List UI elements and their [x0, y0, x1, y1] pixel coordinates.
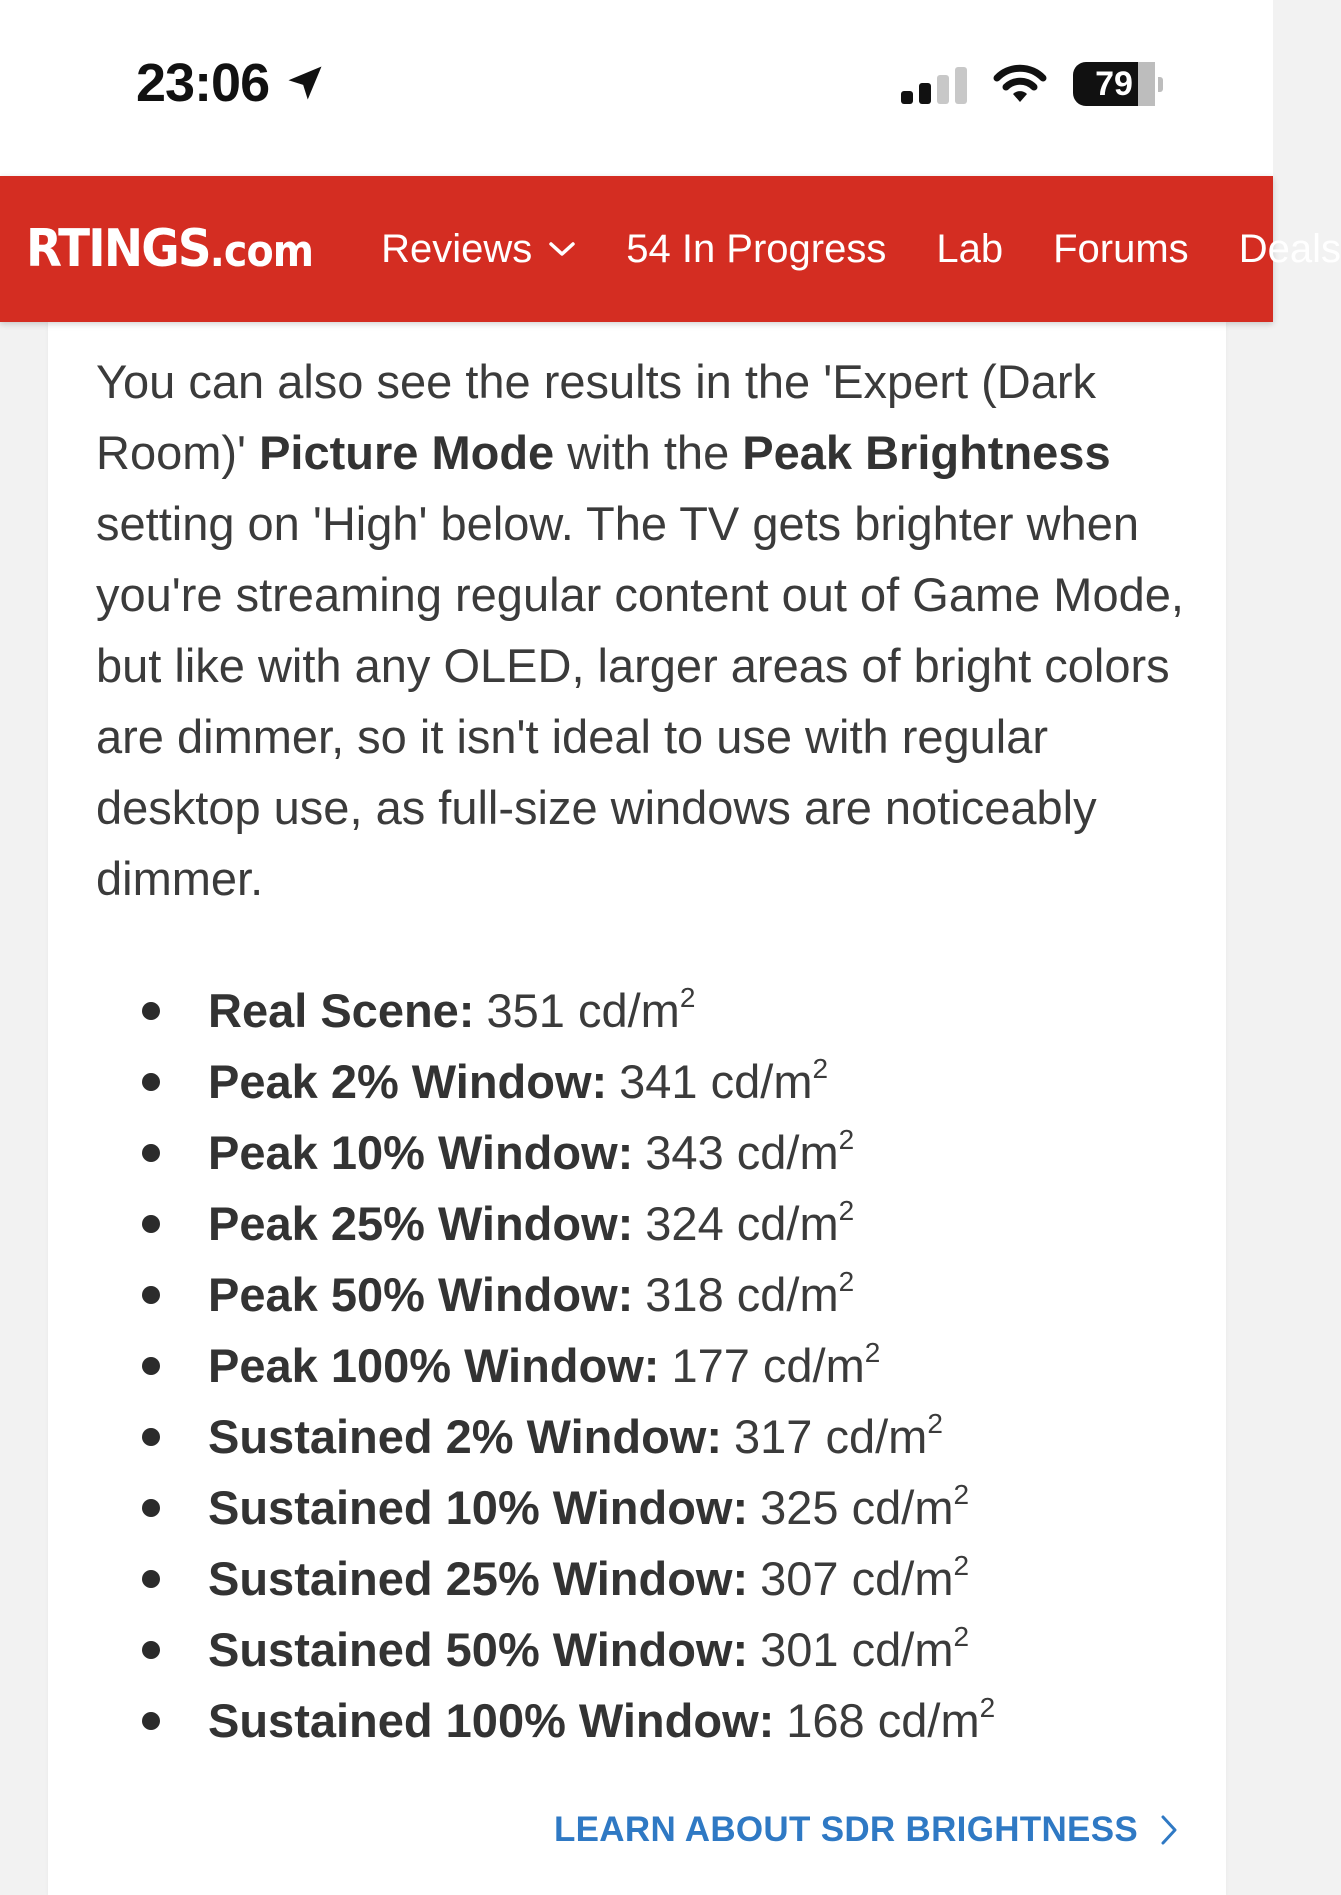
measurement-label: Sustained 2% Window:: [208, 1410, 722, 1463]
measurement-value: [671, 1338, 880, 1393]
bullet-dot: [142, 1499, 160, 1517]
bullet-dot: [142, 1570, 160, 1588]
nav-in-progress-label: 54 In Progress: [626, 226, 887, 271]
measurement-unit: cd/m: [577, 984, 680, 1037]
measurement-number: 341: [619, 1055, 698, 1108]
measurement-label: Real Scene:: [208, 984, 475, 1037]
clock: [136, 52, 327, 114]
picture-mode-term: Picture Mode: [259, 426, 555, 479]
measurement-number: 318: [645, 1268, 724, 1321]
learn-link-label: LEARN ABOUT SDR BRIGHTNESS: [553, 1810, 1138, 1849]
measurement-unit-exponent: 2: [838, 1266, 855, 1297]
measurement-unit-exponent: 2: [838, 1124, 855, 1155]
chevron-right-icon: [1160, 1814, 1178, 1846]
measurement-label: Peak 10% Window:: [208, 1126, 634, 1179]
measurement-unit: cd/m: [736, 1268, 839, 1321]
measurement-number: 317: [734, 1410, 813, 1463]
nav-reviews-label: Reviews: [381, 226, 533, 271]
bullet-dot: [142, 1712, 160, 1730]
measurement-label: Peak 100% Window:: [208, 1339, 660, 1392]
nav-forums-label: Forums: [1053, 226, 1189, 271]
bullet-dot: [142, 1428, 160, 1446]
nav-lab[interactable]: [936, 227, 1003, 272]
measurement-unit-exponent: 2: [953, 1621, 970, 1652]
peak-brightness-term: Peak Brightness: [742, 426, 1111, 479]
bullet-dot: [142, 1641, 160, 1659]
measurement-value: [760, 1551, 969, 1606]
chevron-down-icon: [548, 239, 576, 259]
measurement-unit: cd/m: [851, 1623, 954, 1676]
status-icons: [901, 62, 1163, 106]
nav-reviews-dropdown[interactable]: [381, 227, 576, 272]
measurement-unit-exponent: 2: [864, 1337, 881, 1368]
nav-links: [341, 227, 1341, 272]
bullet-dot: [142, 1144, 160, 1162]
measurement-number: 168: [786, 1694, 865, 1747]
measurement-label: Sustained 50% Window:: [208, 1623, 749, 1676]
measurement-unit-exponent: 2: [679, 982, 696, 1013]
measurement-unit-exponent: 2: [927, 1408, 943, 1439]
measurement-unit: cd/m: [851, 1481, 954, 1534]
nav-forums[interactable]: [1053, 227, 1189, 272]
cellular-signal-icon: [901, 64, 967, 104]
battery-percent: 79: [1095, 64, 1133, 103]
measurement-value: [786, 1693, 995, 1748]
measurement-value: [645, 1267, 854, 1322]
bullet-dot: [142, 1215, 160, 1233]
location-arrow-icon: [283, 61, 327, 105]
measurement-item: [96, 1614, 995, 1685]
measurement-value: [486, 983, 695, 1038]
measurement-item: [96, 1046, 995, 1117]
measurement-item: [96, 975, 995, 1046]
nav-deals[interactable]: [1239, 227, 1341, 272]
measurement-unit: cd/m: [710, 1055, 813, 1108]
measurement-item: [96, 1685, 995, 1756]
measurement-label: Sustained 10% Window:: [208, 1481, 749, 1534]
logo-suffix: .com: [209, 226, 314, 277]
paragraph-text-2: with the: [554, 426, 743, 479]
measurement-number: 307: [760, 1552, 839, 1605]
bullet-dot: [142, 1357, 160, 1375]
measurement-value: [760, 1622, 969, 1677]
measurement-unit-exponent: 2: [812, 1053, 829, 1084]
article-paragraph: [96, 346, 1196, 914]
measurement-value: [645, 1125, 854, 1180]
measurement-unit: cd/m: [877, 1694, 980, 1747]
logo-main: RTINGS: [26, 219, 210, 279]
measurement-unit: cd/m: [825, 1410, 928, 1463]
measurement-item: [96, 1472, 995, 1543]
measurement-label: Peak 2% Window:: [208, 1055, 608, 1108]
nav-in-progress[interactable]: [626, 227, 886, 272]
measurement-unit-exponent: 2: [979, 1692, 996, 1723]
measurement-item: [96, 1188, 995, 1259]
bullet-dot: [142, 1073, 160, 1091]
measurement-label: Peak 50% Window:: [208, 1268, 634, 1321]
bullet-dot: [142, 1286, 160, 1304]
measurement-number: 324: [645, 1197, 724, 1250]
nav-deals-label: Deals: [1238, 226, 1341, 271]
clock-time: 23:06: [136, 53, 270, 113]
measurement-number: 343: [645, 1126, 724, 1179]
brightness-measurements-list: [96, 975, 995, 1756]
measurement-item: [96, 1330, 995, 1401]
measurement-item: [96, 1543, 995, 1614]
site-navbar: [0, 176, 1341, 322]
bullet-dot: [142, 1002, 160, 1020]
measurement-number: 301: [760, 1623, 839, 1676]
nav-lab-label: Lab: [936, 226, 1004, 271]
wifi-icon: [991, 62, 1049, 106]
measurement-value: [760, 1480, 969, 1535]
measurement-number: 351: [486, 984, 565, 1037]
measurement-value: [619, 1054, 828, 1109]
battery-level: [1073, 62, 1155, 106]
measurement-number: 177: [671, 1339, 750, 1392]
battery-icon: [1073, 62, 1163, 106]
battery-tip: [1158, 77, 1163, 92]
measurement-unit-exponent: 2: [953, 1479, 970, 1510]
measurement-number: 325: [760, 1481, 839, 1534]
learn-about-sdr-brightness-link[interactable]: [554, 1810, 1178, 1850]
measurement-unit: cd/m: [762, 1339, 865, 1392]
measurement-label: Sustained 100% Window:: [208, 1694, 775, 1747]
measurement-unit-exponent: 2: [953, 1550, 970, 1581]
measurement-label: Sustained 25% Window:: [208, 1552, 749, 1605]
measurement-item: [96, 1117, 995, 1188]
measurement-unit-exponent: 2: [838, 1195, 855, 1226]
measurement-unit: cd/m: [851, 1552, 954, 1605]
status-bar: [0, 0, 1273, 176]
site-logo[interactable]: [26, 219, 313, 279]
measurement-label: Peak 25% Window:: [208, 1197, 634, 1250]
paragraph-text-3: setting on 'High' below. The TV gets brighter when you're streaming regular content out of Game Mode, but like with any OLED, larger areas of bright colors are dimmer, so it isn't ideal to use with regular desktop use, as full-size windows are noticeably dimmer.: [96, 497, 1184, 905]
measurement-item: [96, 1401, 995, 1472]
measurement-value: [645, 1196, 854, 1251]
measurement-item: [96, 1259, 995, 1330]
article-card: [48, 322, 1226, 1895]
measurement-value: [734, 1409, 943, 1464]
paragraph-text-1: You can also see the results in the 'Expert (Dark Room)': [96, 355, 1096, 479]
measurement-unit: cd/m: [736, 1197, 839, 1250]
measurement-unit: cd/m: [736, 1126, 839, 1179]
